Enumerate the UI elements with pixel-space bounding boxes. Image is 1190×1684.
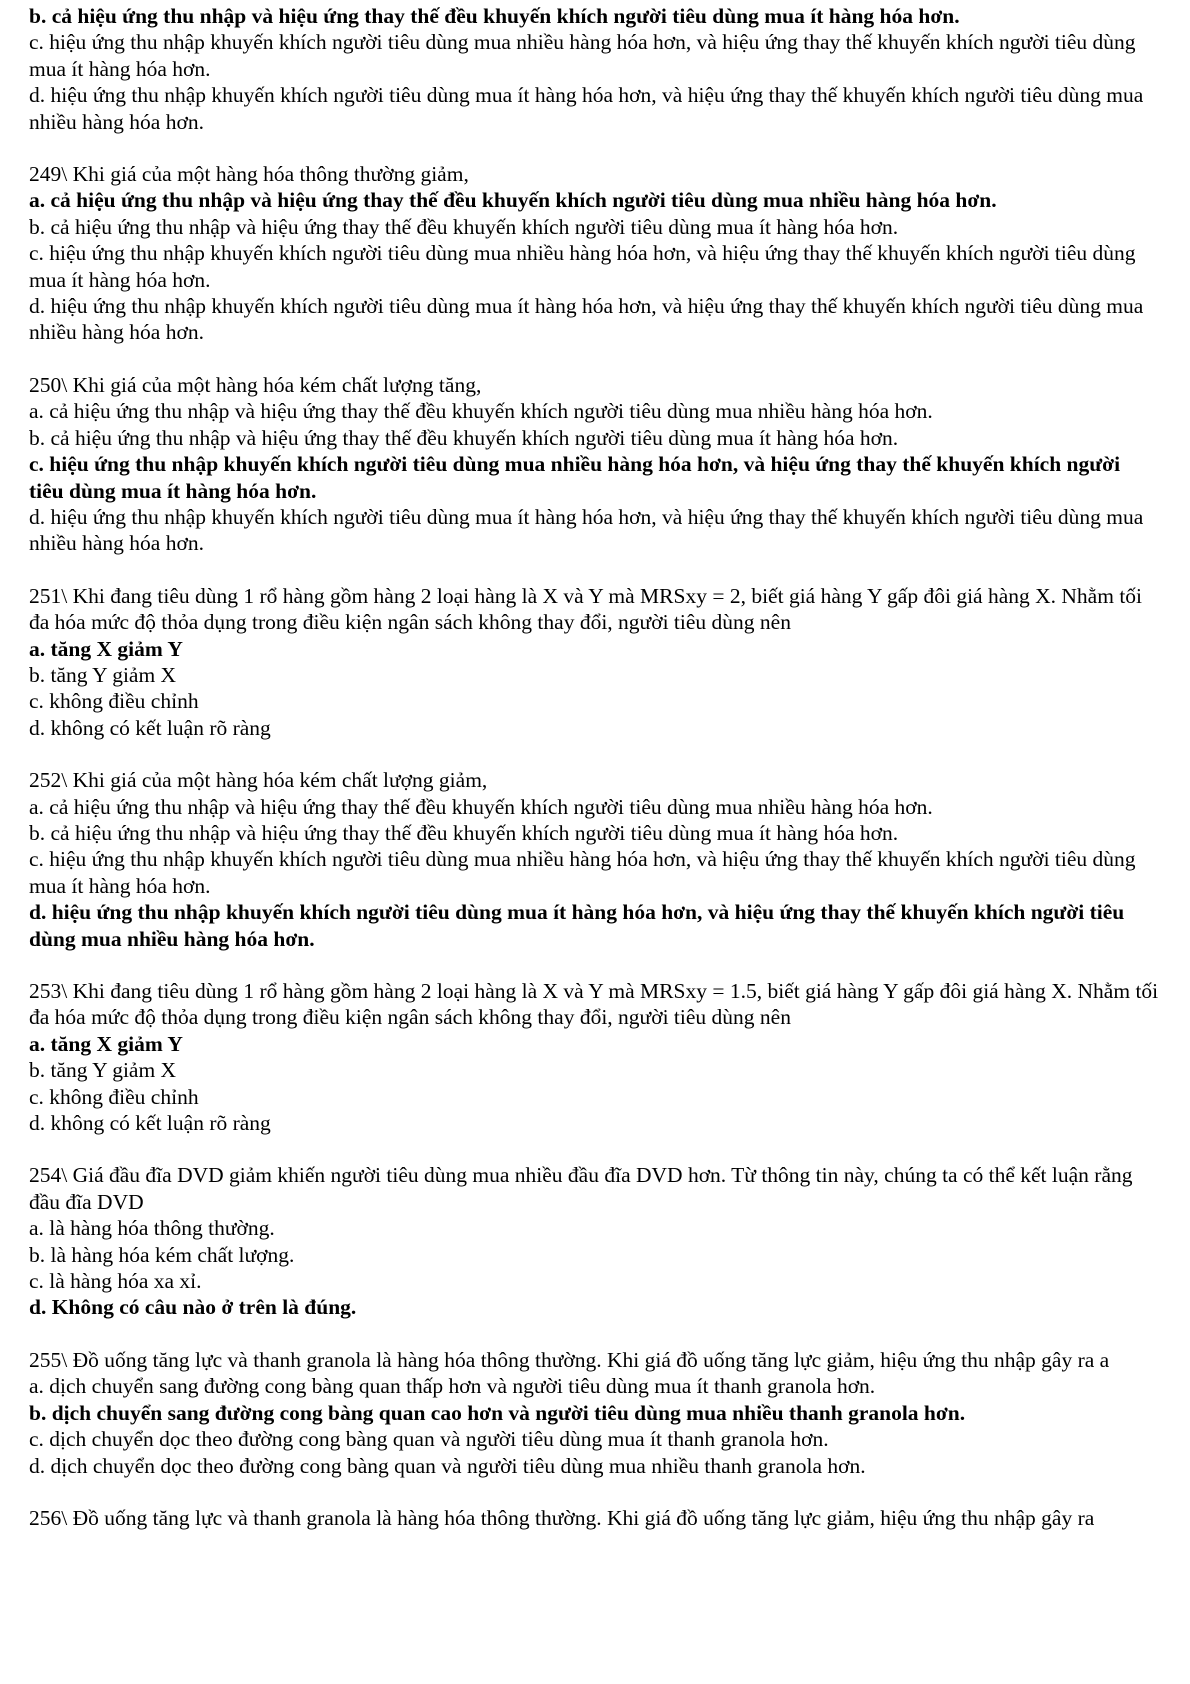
answer-option: c. hiệu ứng thu nhập khuyến khích người tiêu dùng mua nhiều hàng hóa hơn, và hiệu ứng thay thế khuyến khích người tiêu dùng mua ít hàng hóa hơn.	[29, 847, 1136, 898]
question-stem: 250\ Khi giá của một hàng hóa kém chất lượng tăng,	[29, 372, 482, 397]
answer-option: c. không điều chỉnh	[29, 689, 199, 714]
question-block	[29, 3, 1159, 135]
answer-option: b. cả hiệu ứng thu nhập và hiệu ứng thay thế đều khuyến khích người tiêu dùng mua ít hàng hóa hơn.	[29, 820, 899, 845]
answer-option: b. tăng Y giảm X	[29, 662, 177, 687]
question-block	[29, 583, 1159, 741]
question-block	[29, 372, 1159, 557]
answer-option: b. tăng Y giảm X	[29, 1058, 177, 1083]
answer-option: c. là hàng hóa xa xỉ.	[29, 1269, 202, 1294]
answer-option: d. dịch chuyển dọc theo đường cong bàng quan và người tiêu dùng mua nhiều thanh granola hơn.	[29, 1453, 866, 1478]
answer-option-correct: a. cả hiệu ứng thu nhập và hiệu ứng thay thế đều khuyến khích người tiêu dùng mua nhiều hàng hóa hơn.	[29, 188, 997, 213]
question-block	[29, 1162, 1159, 1320]
answer-option: c. dịch chuyển dọc theo đường cong bàng quan và người tiêu dùng mua ít thanh granola hơn.	[29, 1427, 829, 1452]
question-stem: 249\ Khi giá của một hàng hóa thông thường giảm,	[29, 162, 469, 187]
answer-option: c. hiệu ứng thu nhập khuyến khích người tiêu dùng mua nhiều hàng hóa hơn, và hiệu ứng thay thế khuyến khích người tiêu dùng mua ít hàng hóa hơn.	[29, 30, 1136, 81]
question-stem: 254\ Giá đầu đĩa DVD giảm khiến người tiêu dùng mua nhiều đầu đĩa DVD hơn. Từ thông tin này, chúng ta có thể kết luận rằng đầu đĩa DVD	[29, 1163, 1133, 1214]
answer-option: d. hiệu ứng thu nhập khuyến khích người tiêu dùng mua ít hàng hóa hơn, và hiệu ứng thay thế khuyến khích người tiêu dùng mua nhiều hàng hóa hơn.	[29, 294, 1144, 345]
question-block	[29, 161, 1159, 346]
answer-option-correct: b. cả hiệu ứng thu nhập và hiệu ứng thay thế đều khuyến khích người tiêu dùng mua ít hàng hóa hơn.	[29, 4, 960, 28]
question-block	[29, 978, 1159, 1136]
question-block	[29, 1347, 1159, 1479]
answer-option: a. là hàng hóa thông thường.	[29, 1216, 275, 1241]
answer-option: c. hiệu ứng thu nhập khuyến khích người tiêu dùng mua nhiều hàng hóa hơn, và hiệu ứng thay thế khuyến khích người tiêu dùng mua ít hàng hóa hơn.	[29, 241, 1136, 292]
question-stem: 253\ Khi đang tiêu dùng 1 rổ hàng gồm hàng 2 loại hàng là X và Y mà MRSxy = 1.5, biết giá hàng Y gấp đôi giá hàng X. Nhằm tối đa hóa mức độ thỏa dụng trong điều kiện ngân sách không thay đổi, người tiêu dùng nên	[29, 979, 1159, 1030]
question-stem: 251\ Khi đang tiêu dùng 1 rổ hàng gồm hàng 2 loại hàng là X và Y mà MRSxy = 2, biết giá hàng Y gấp đôi giá hàng X. Nhằm tối đa hóa mức độ thỏa dụng trong điều kiện ngân sách không thay đổi, người tiêu dùng nên	[29, 583, 1143, 635]
document-page	[29, 3, 1159, 1531]
answer-option: c. không điều chỉnh	[29, 1084, 199, 1109]
question-block	[29, 767, 1159, 952]
answer-option-correct: c. hiệu ứng thu nhập khuyến khích người tiêu dùng mua nhiều hàng hóa hơn, và hiệu ứng thay thế khuyến khích người tiêu dùng mua ít hàng hóa hơn.	[29, 452, 1121, 503]
answer-option: d. không có kết luận rõ ràng	[29, 715, 271, 740]
answer-option: d. không có kết luận rõ ràng	[29, 1111, 271, 1136]
answer-option: b. cả hiệu ứng thu nhập và hiệu ứng thay thế đều khuyến khích người tiêu dùng mua ít hàng hóa hơn.	[29, 425, 899, 450]
question-block	[29, 1505, 1159, 1531]
answer-option-correct: d. Không có câu nào ở trên là đúng.	[29, 1295, 357, 1320]
answer-option-correct: b. dịch chuyển sang đường cong bàng quan cao hơn và người tiêu dùng mua nhiều thanh granola hơn.	[29, 1400, 966, 1425]
answer-option: b. cả hiệu ứng thu nhập và hiệu ứng thay thế đều khuyến khích người tiêu dùng mua ít hàng hóa hơn.	[29, 214, 899, 239]
answer-option-correct: a. tăng X giảm Y	[29, 636, 183, 661]
answer-option: d. hiệu ứng thu nhập khuyến khích người tiêu dùng mua ít hàng hóa hơn, và hiệu ứng thay thế khuyến khích người tiêu dùng mua nhiều hàng hóa hơn.	[29, 504, 1144, 556]
answer-option: d. hiệu ứng thu nhập khuyến khích người tiêu dùng mua ít hàng hóa hơn, và hiệu ứng thay thế khuyến khích người tiêu dùng mua nhiều hàng hóa hơn.	[29, 83, 1144, 134]
question-stem: 255\ Đồ uống tăng lực và thanh granola là hàng hóa thông thường. Khi giá đồ uống tăng lực giảm, hiệu ứng thu nhập gây ra a	[29, 1347, 1110, 1372]
answer-option-correct: d. hiệu ứng thu nhập khuyến khích người tiêu dùng mua ít hàng hóa hơn, và hiệu ứng thay thế khuyến khích người tiêu dùng mua nhiều hàng hóa hơn.	[29, 900, 1125, 951]
answer-option: a. cả hiệu ứng thu nhập và hiệu ứng thay thế đều khuyến khích người tiêu dùng mua nhiều hàng hóa hơn.	[29, 794, 933, 819]
answer-option: a. cả hiệu ứng thu nhập và hiệu ứng thay thế đều khuyến khích người tiêu dùng mua nhiều hàng hóa hơn.	[29, 399, 933, 424]
answer-option: b. là hàng hóa kém chất lượng.	[29, 1242, 295, 1267]
answer-option-correct: a. tăng X giảm Y	[29, 1031, 183, 1056]
question-stem: 256\ Đồ uống tăng lực và thanh granola là hàng hóa thông thường. Khi giá đồ uống tăng lực giảm, hiệu ứng thu nhập gây ra	[29, 1505, 1095, 1530]
answer-option: a. dịch chuyển sang đường cong bàng quan thấp hơn và người tiêu dùng mua ít thanh granola hơn.	[29, 1374, 876, 1399]
question-stem: 252\ Khi giá của một hàng hóa kém chất lượng giảm,	[29, 768, 488, 793]
